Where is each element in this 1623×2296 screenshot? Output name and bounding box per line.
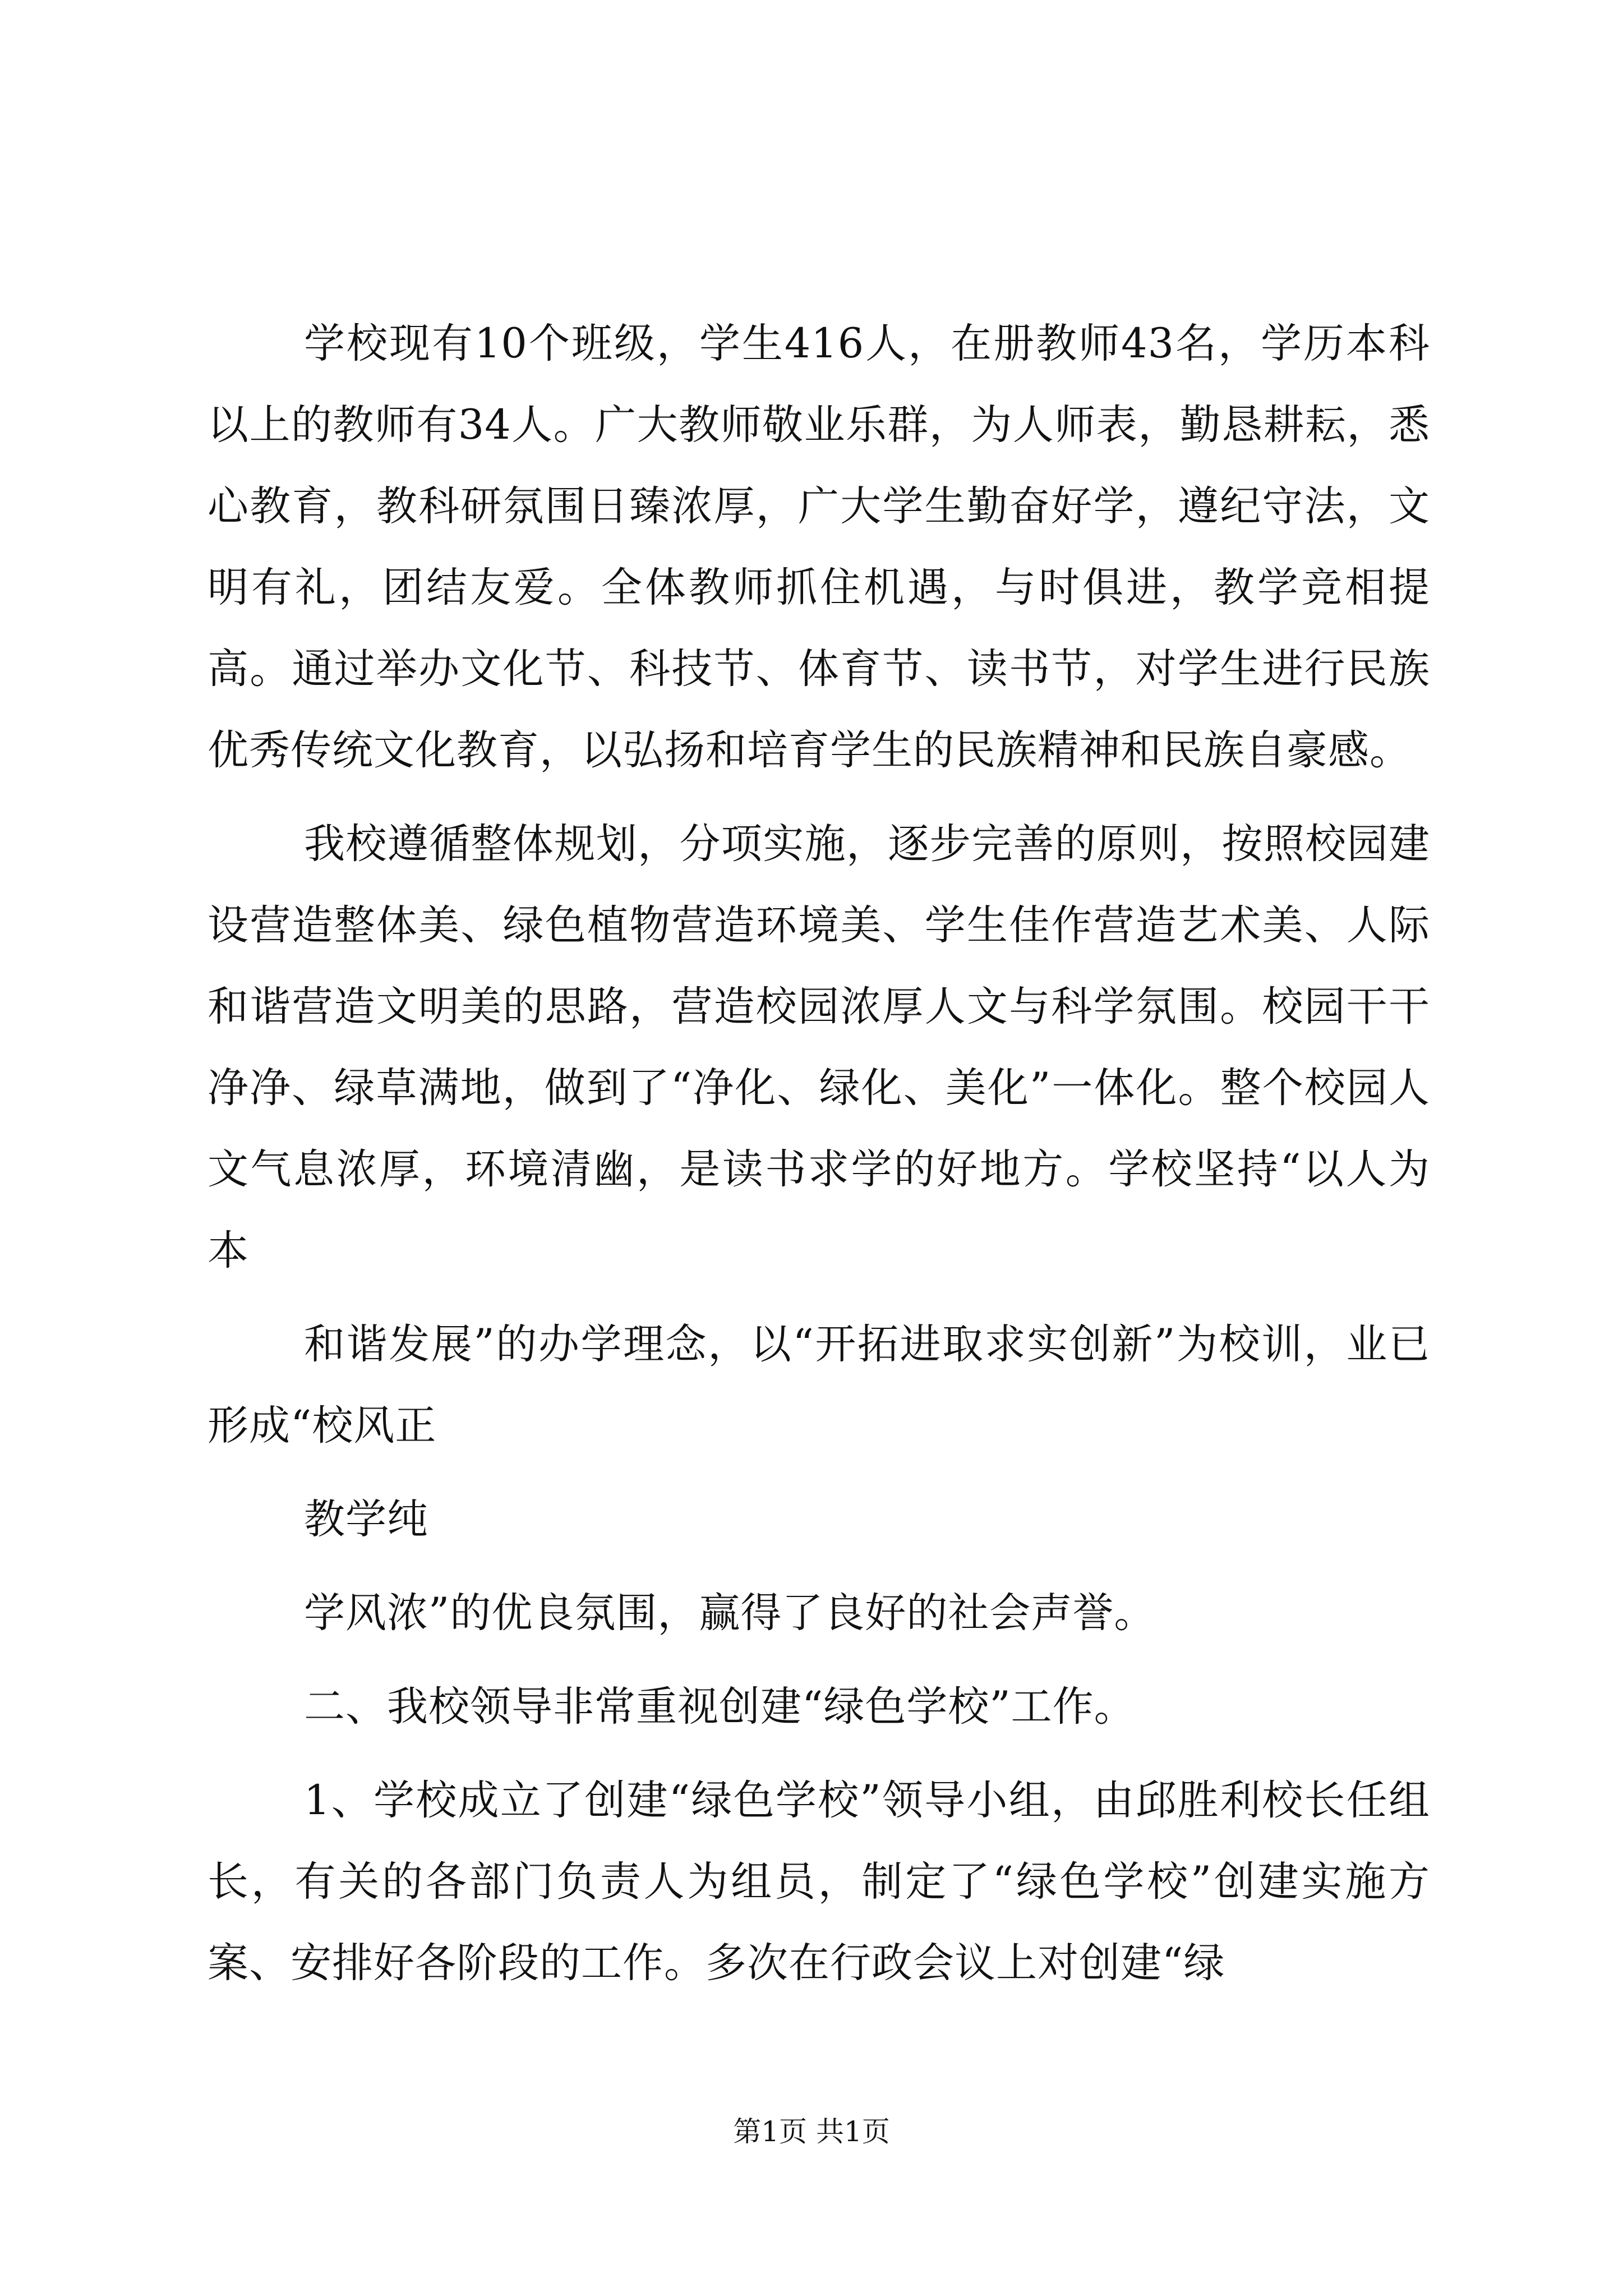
paragraph-school-motto: 和谐发展”的办学理念，以“开拓进取求实创新”为校训，业已形成“校风正 (208, 1320, 1430, 1450)
paragraph-leadership-group: 1、学校成立了创建“绿色学校”领导小组，由邱胜利校长任组长，有关的各部门负责人为组员，制定了“绿色学校”创建实施方案、安排好各阶段的工作。多次在行政会议上对创建“绿 (208, 1777, 1430, 1987)
page-footer: 第1页 共1页 (733, 2115, 890, 2148)
paragraph-school-overview: 学校现有10个班级，学生416人，在册教师43名，学历本科以上的教师有34人。广大教师敬业乐群，为人师表，勤恳耕耘，悉心教育，教科研氛围日臻浓厚，广大学生勤奋好学，遵纪守法，文明有礼，团结友爱。全体教师抓住机遇，与时俱进，教学竞相提高。通过举办文化节、科技节、体育节、读书节，对学生进行民族优秀传统文化教育，以弘扬和培育学生的民族精神和民族自豪感。 (208, 320, 1430, 774)
paragraph-teaching: 教学纯 (304, 1496, 428, 1543)
document-body (208, 303, 1430, 2004)
section-heading-leadership: 二、我校领导非常重视创建“绿色学校”工作。 (304, 1683, 1136, 1731)
paragraph-study-atmosphere: 学风浓”的优良氛围，赢得了良好的社会声誉。 (304, 1589, 1156, 1637)
paragraph-campus-planning: 我校遵循整体规划，分项实施，逐步完善的原则，按照校园建设营造整体美、绿色植物营造环境美、学生佳作营造艺术美、人际和谐营造文明美的思路，营造校园浓厚人文与科学氛围。校园干干净净、绿草满地，做到了“净化、绿化、美化”一体化。整个校园人文气息浓厚，环境清幽，是读书求学的好地方。学校坚持“以人为本 (208, 820, 1430, 1274)
